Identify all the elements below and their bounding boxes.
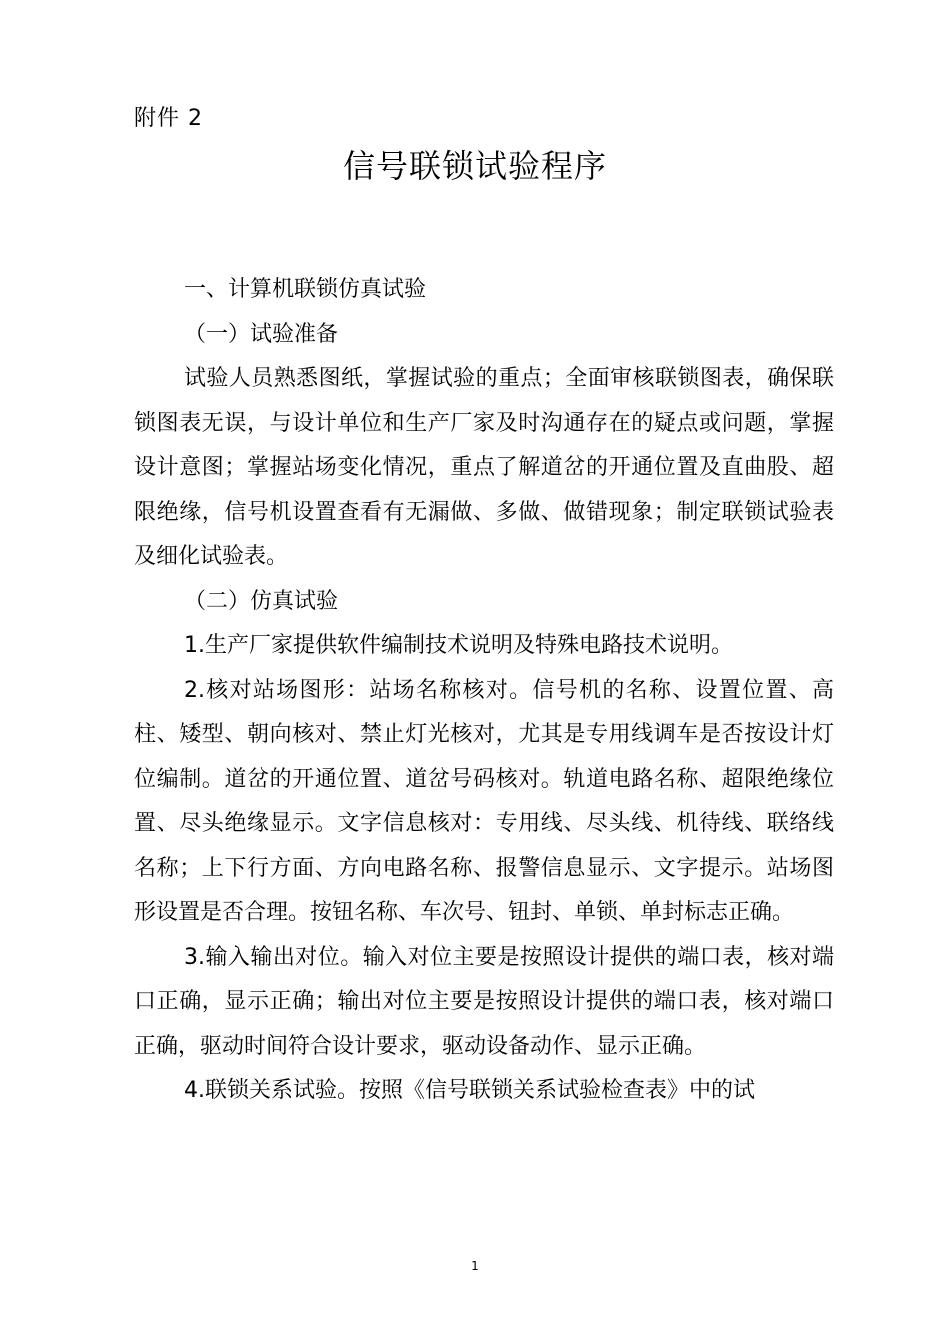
section-heading: 一、计算机联锁仿真试验 [184,277,427,302]
subsection-heading: （二）仿真试验 [184,588,339,614]
page-number: 1 [471,1259,479,1273]
list-item: 1.生产厂家提供软件编制技术说明及特殊电路技术说明。 [184,633,733,658]
list-item: 2.核对站场图形：站场名称核对。信号机的名称、设置位置、高柱、矮型、朝向核对、禁止灯光核对，尤其是专用线调车是否按设计灯位编制。道岔的开通位置、道岔号码核对。轨道电路名称、超限绝缘位置、尽头绝缘显示。文字信息核对：专用线、尽头线、机待线、联络线名称；上下行方面、方向电路名称、报警信息显示、文字提示。站场图形设置是否合理。按钮名称、车次号、钮封、单锁、单封标志正确。 [134,677,834,925]
paragraph: 试验人员熟悉图纸，掌握试验的重点；全面审核联锁图表，确保联锁图表无误，与设计单位和生产厂家及时沟通存在的疑点或问题，掌握设计意图；掌握站场变化情况，重点了解道岔的开通位置及直曲股、超限绝缘，信号机设置查看有无漏做、多做、做错现象；制定联锁试验表及细化试验表。 [134,366,834,569]
list-item: 4.联锁关系试验。按照《信号联锁关系试验检查表》中的试 [184,1078,755,1103]
document-body [134,268,834,1114]
attachment-label: 附件 2 [134,106,203,131]
list-item: 3.输入输出对位。输入对位主要是按照设计提供的端口表，核对端口正确，显示正确；输出对位主要是按照设计提供的端口表，核对端口正确，驱动时间符合设计要求，驱动设备动作、显示正确。 [134,944,834,1059]
document-title: 信号联锁试验程序 [342,147,607,185]
subsection-heading: （一）试验准备 [184,321,339,347]
